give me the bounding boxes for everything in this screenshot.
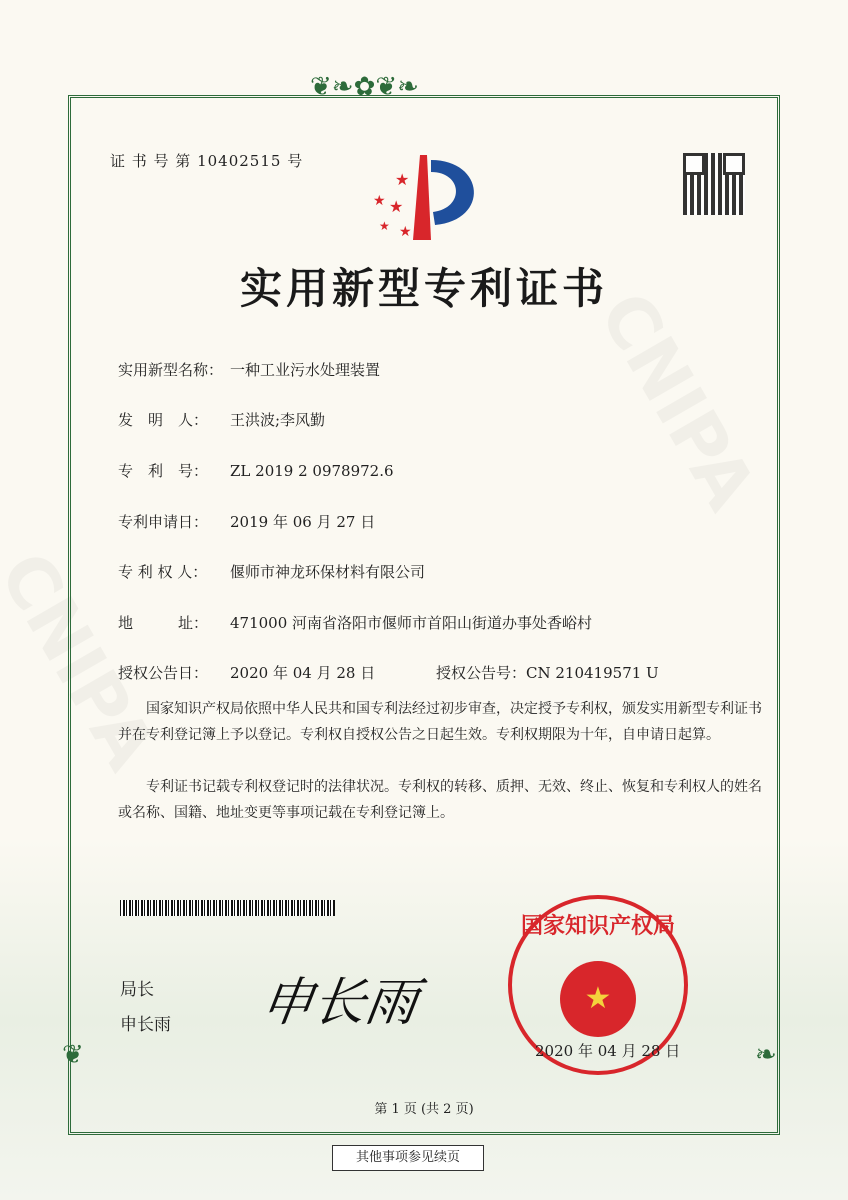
field-label: 实用新型名称： (118, 361, 224, 379)
svg-text:★: ★ (379, 219, 390, 233)
director-title: 局长 (120, 980, 154, 1000)
page-title: 实用新型专利证书 (239, 264, 608, 313)
field-patent-number (118, 460, 394, 481)
field-grant-date (118, 662, 375, 683)
field-value: 2019 年 06 月 27 日 (230, 513, 376, 531)
svg-text:★: ★ (389, 197, 404, 216)
field-application-date (118, 511, 375, 532)
field-label: 授权公告号： (436, 664, 527, 682)
director-name: 申长雨 (120, 1015, 171, 1035)
corner-ornament-icon: ❧ (755, 1040, 777, 1070)
field-value: ZL 2019 2 0978972.6 (230, 462, 394, 480)
svg-text:★: ★ (395, 170, 410, 189)
field-label: 授权公告日： (118, 664, 209, 682)
continued-note: 其他事项参见续页 (332, 1145, 484, 1171)
field-patentee (118, 561, 425, 582)
field-address (118, 612, 592, 633)
field-value: 王洪波;李风勤 (230, 411, 326, 429)
svg-text:★: ★ (399, 224, 412, 240)
field-label: 专 利 权 人： (118, 563, 208, 581)
field-value: CN 210419571 U (526, 664, 659, 682)
certificate-number: 证 书 号 第 10402515 号 (110, 152, 304, 170)
field-label: 专利申请日： (118, 513, 209, 531)
field-value: 2020 年 04 月 28 日 (230, 664, 376, 682)
director-signature: 申长雨 (257, 973, 422, 1033)
national-emblem-icon: ★ (560, 961, 636, 1037)
field-inventors (118, 409, 325, 430)
paragraph-grant: 国家知识产权局依照中华人民共和国专利法经过初步审查，决定授予专利权，颁发实用新型专利证书并在专利登记簿上予以登记。专利权自授权公告之日起生效。专利权期限为十年，自申请日起算。 (118, 701, 762, 743)
cnipa-logo-icon (365, 150, 490, 245)
top-ornament-icon: ❦❧✿❦❧ (310, 72, 419, 102)
page-number: 第 1 页 (共 2 页) (374, 1102, 474, 1117)
seal-text: 国家知识产权局 (520, 913, 675, 939)
qr-code-icon (683, 153, 745, 215)
field-label: 发 明 人： (118, 411, 209, 429)
field-announcement-number (436, 662, 659, 683)
field-label: 地 址： (118, 614, 209, 632)
field-utility-model-name (118, 359, 380, 380)
field-value: 一种工业污水处理装置 (230, 361, 381, 379)
corner-ornament-icon: ❦ (62, 1040, 84, 1070)
barcode-icon (120, 900, 335, 916)
svg-text:★: ★ (373, 193, 386, 209)
field-value: 471000 河南省洛阳市偃师市首阳山街道办事处香峪村 (230, 614, 593, 632)
field-value: 偃师市神龙环保材料有限公司 (230, 563, 426, 581)
seal-date: 2020 年 04 月 28 日 (535, 1042, 681, 1060)
field-label: 专 利 号： (118, 462, 209, 480)
paragraph-legal-status: 专利证书记载专利权登记时的法律状况。专利权的转移、质押、无效、终止、恢复和专利权人的姓名或名称、国籍、地址变更等事项记载在专利登记簿上。 (118, 779, 762, 821)
